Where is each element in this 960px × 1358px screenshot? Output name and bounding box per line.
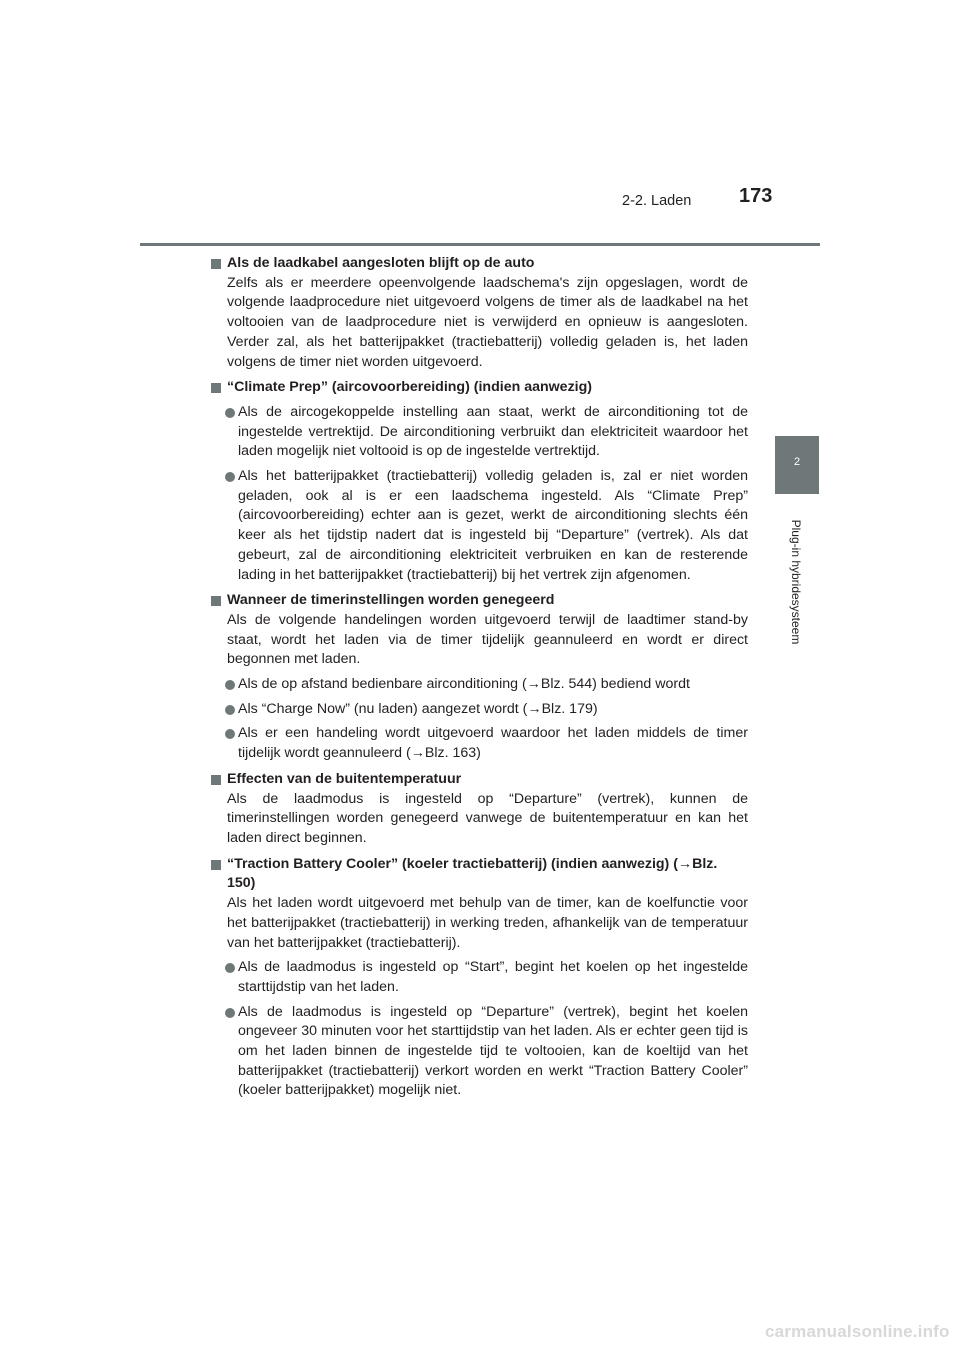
square-bullet-icon bbox=[211, 596, 221, 606]
square-bullet-icon bbox=[211, 860, 221, 870]
circle-bullet-icon bbox=[225, 472, 235, 482]
page-number: 173 bbox=[739, 185, 773, 207]
list-item-text: Als er een handeling wordt uitgevoerd waardoor het laden middels de timer tijdelijk wordt geannuleerd (→Blz. 163) bbox=[238, 725, 748, 762]
section-paragraph: Als de laadmodus is ingesteld op “Departure” (vertrek), kunnen de timerinstellingen worden genegeerd vanwege de buitentemperatuur en kan het laden direct beginnen. bbox=[227, 790, 748, 846]
circle-bullet-icon bbox=[225, 729, 235, 739]
circle-bullet-icon bbox=[225, 408, 235, 418]
section-paragraph: Als het laden wordt uitgevoerd met behulp van de timer, kan de koelfunctie voor het batterijpakket (tractiebatterij) in werking treden, afhankelijk van de temperatuur van het batterijpakket (tractiebatterij). bbox=[227, 895, 748, 951]
section-climate-prep bbox=[208, 378, 748, 585]
section-title bbox=[208, 591, 748, 611]
list-item bbox=[208, 1003, 748, 1102]
section-laadkabel bbox=[208, 254, 748, 372]
list-item bbox=[208, 700, 748, 720]
section-paragraph: Zelfs als er meerdere opeenvolgende laadschema's zijn opgeslagen, wordt de volgende laadprocedure niet uitgevoerd volgens de timer als de laadkabel na het voltooien van de laadprocedure niet is verwijderd en opnieuw is aangesloten. Verder zal, als het batterijpakket (tractiebatterij) volledig geladen is, het laden volgens de timer niet worden uitgevoerd. bbox=[227, 274, 748, 370]
list-item bbox=[208, 724, 748, 763]
list-item bbox=[208, 467, 748, 585]
section-title-text: Als de laadkabel aangesloten blijft op de auto bbox=[227, 255, 535, 271]
list-item-text: Als de laadmodus is ingesteld op “Start”, begint het koelen op het ingestelde starttijdstip van het laden. bbox=[238, 959, 748, 995]
list-item-text: Als de op afstand bedienbare airconditioning (→Blz. 544) bediend wordt bbox=[238, 676, 690, 693]
header-divider bbox=[140, 243, 820, 246]
chapter-title: Plug-in hybridesysteem bbox=[789, 519, 803, 645]
section-title bbox=[208, 770, 748, 790]
list-item bbox=[208, 958, 748, 997]
section-title bbox=[208, 254, 748, 274]
list-item-text: Als de aircogekoppelde instelling aan staat, werkt de airconditioning tot de ingestelde vertrektijd. De airconditioning verbruikt dan elektriciteit waardoor het laden mogelijk niet voltooid is op de ingestelde vertrektijd. bbox=[238, 403, 748, 460]
list-item bbox=[208, 403, 748, 462]
list-item bbox=[208, 675, 748, 695]
square-bullet-icon bbox=[211, 775, 221, 785]
section-buitentemperatuur bbox=[208, 770, 748, 849]
section-header: 2-2. Laden bbox=[622, 193, 692, 209]
chapter-number: 2 bbox=[793, 456, 801, 468]
circle-bullet-icon bbox=[225, 1008, 235, 1018]
square-bullet-icon bbox=[211, 383, 221, 393]
section-title-text: Wanneer de timerinstellingen worden genegeerd bbox=[227, 592, 555, 609]
section-title-text: “Climate Prep” (aircovoorbereiding) (indien aanwezig) bbox=[227, 379, 592, 396]
main-content bbox=[208, 254, 748, 1107]
section-title bbox=[208, 378, 748, 398]
circle-bullet-icon bbox=[225, 680, 235, 690]
section-title-text: “Traction Battery Cooler” (koeler tractiebatterij) (indien aanwezig) (→Blz. 150) bbox=[227, 855, 718, 892]
circle-bullet-icon bbox=[225, 705, 235, 715]
list-item-text: Als de laadmodus is ingesteld op “Departure” (vertrek), begint het koelen ongeveer 30 minuten voor het starttijdstip van het laden. Als er echter geen tijd is om het laden binnen de ingestelde tijd te voltooien, kan de koeltijd van het batterijpakket (tractiebatterij) verkort worden en werkt “Traction Battery Cooler” (koeler batterijpakket) mogelijk niet. bbox=[238, 1003, 748, 1099]
section-paragraph: Als de volgende handelingen worden uitgevoerd terwijl de laadtimer stand-by staat, wordt het laden via de timer tijdelijk geannuleerd en wordt er direct begonnen met laden. bbox=[227, 611, 748, 668]
section-timer-genegeerd bbox=[208, 591, 748, 764]
watermark-link[interactable]: carmanualsonline.info bbox=[765, 1322, 950, 1341]
list-item-text: Als “Charge Now” (nu laden) aangezet wordt (→Blz. 179) bbox=[238, 700, 598, 717]
section-title bbox=[208, 855, 748, 894]
section-title-text: Effecten van de buitentemperatuur bbox=[227, 770, 462, 787]
list-item-text: Als het batterijpakket (tractiebatterij) volledig geladen is, zal er niet worden geladen, ook al is er een laadschema ingesteld. Als “Climate Prep” (aircovoorbereiding) echter aan is gezet, werkt de airconditioning slechts één keer als het tijdstip nadert dat is ingesteld bij “Departure” (vertrek). Als dat gebeurt, zal de airconditioning elektriciteit verbruiken en kan de resterende lading in het batterijpakket (tractiebatterij) bij het vertrek zijn afgenomen. bbox=[238, 468, 748, 583]
circle-bullet-icon bbox=[225, 963, 235, 973]
section-battery-cooler bbox=[208, 855, 748, 1101]
square-bullet-icon bbox=[211, 259, 221, 269]
chapter-tab bbox=[775, 436, 819, 494]
